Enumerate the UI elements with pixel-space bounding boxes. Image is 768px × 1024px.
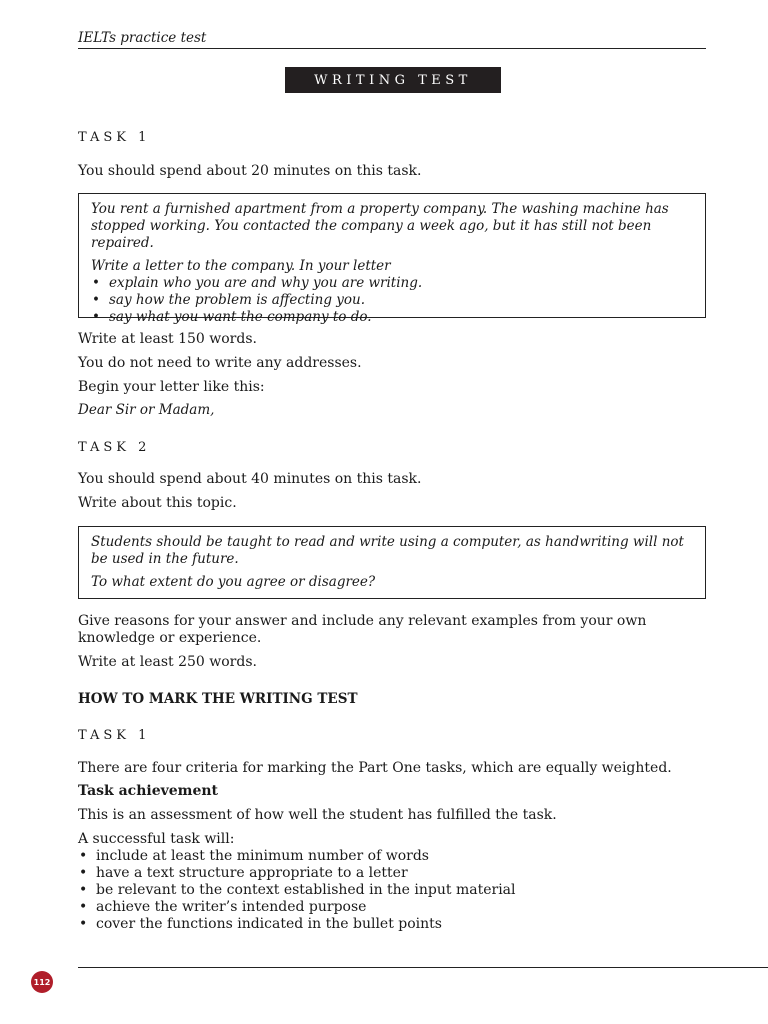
task2-reasons: Give reasons for your answer and include any relevant examples from your own knowledge or experience.	[78, 613, 647, 646]
success-list-intro: A successful task will:	[78, 831, 235, 847]
list-item: • say how the problem is affecting you.	[91, 292, 693, 309]
task2-word-count: Write at least 250 words.	[78, 654, 257, 670]
running-header: IELTs practice test	[78, 30, 706, 49]
list-item: • say what you want the company to do.	[91, 309, 693, 326]
task1-situation: You rent a furnished apartment from a property company. The washing machine has stopped working. You contacted the company a week ago, but it has still not been repaired.	[91, 201, 669, 251]
marking-heading: HOW TO MARK THE WRITING TEST	[78, 691, 358, 707]
task2-prompt-box	[78, 526, 706, 599]
task1-prompt-box	[78, 193, 706, 325]
footer-rule	[78, 967, 768, 968]
list-item: • cover the functions indicated in the bullet points	[78, 916, 706, 933]
page-number-badge: 112	[31, 971, 53, 993]
task1-time: You should spend about 20 minutes on this task.	[78, 163, 422, 179]
task2-topic-intro: Write about this topic.	[78, 495, 237, 511]
task1-salutation: Dear Sir or Madam,	[78, 402, 215, 418]
task2-question: To what extent do you agree or disagree?	[91, 574, 376, 590]
task1-begin: Begin your letter like this:	[78, 379, 265, 395]
task2-time: You should spend about 40 minutes on this task.	[78, 471, 422, 487]
task2-heading: TASK 2	[78, 440, 151, 455]
list-item: • include at least the minimum number of words	[78, 848, 706, 865]
criterion-description: This is an assessment of how well the student has fulfilled the task.	[78, 807, 557, 823]
task1-bullet-list	[91, 275, 693, 326]
task1-word-count: Write at least 150 words.	[78, 331, 257, 347]
task1-heading: TASK 1	[78, 130, 151, 145]
success-list	[78, 848, 706, 933]
list-item: • explain who you are and why you are writing.	[91, 275, 693, 292]
list-item: • achieve the writer’s intended purpose	[78, 899, 706, 916]
marking-task-heading: TASK 1	[78, 728, 151, 743]
task1-no-addresses: You do not need to write any addresses.	[78, 355, 362, 371]
success-list-block	[78, 831, 706, 933]
criterion-heading: Task achievement	[78, 783, 219, 799]
task2-statement: Students should be taught to read and write using a computer, as handwriting will not be used in the future.	[91, 534, 684, 567]
section-banner: WRITING TEST	[285, 67, 501, 93]
list-item: • have a text structure appropriate to a letter	[78, 865, 706, 882]
task1-instruction: Write a letter to the company. In your letter	[91, 258, 391, 274]
list-item: • be relevant to the context established in the input material	[78, 882, 706, 899]
marking-intro: There are four criteria for marking the Part One tasks, which are equally weighted.	[78, 760, 672, 776]
task1-instruction-block	[91, 258, 693, 326]
